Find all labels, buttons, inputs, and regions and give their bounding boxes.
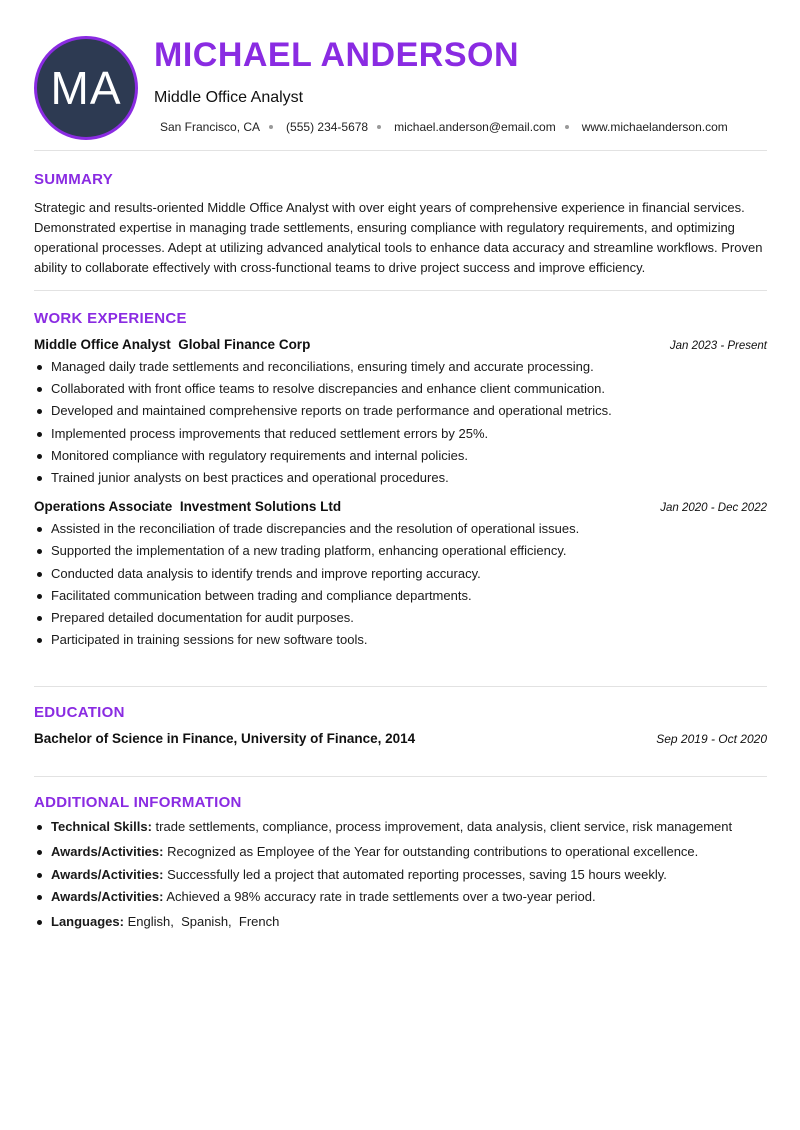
item-label: Awards/Activities: — [51, 888, 164, 904]
section-heading-additional-information: ADDITIONAL INFORMATION — [34, 794, 242, 811]
list-item: Managed daily trade settlements and reconciliations, ensuring timely and accurate processing. — [51, 356, 767, 378]
list-item: Implemented process improvements that reduced settlement errors by 25%. — [51, 423, 767, 445]
list-item: Participated in training sessions for new software tools. — [51, 629, 767, 651]
section-heading-summary: SUMMARY — [34, 171, 114, 188]
item-label: Awards/Activities: — [51, 866, 164, 882]
candidate-name: MICHAEL ANDERSON — [154, 36, 520, 74]
item-text: trade settlements, compliance, process improvement, data analysis, client service, risk management — [155, 819, 733, 834]
list-item: Collaborated with front office teams to resolve discrepancies and enhance client communication. — [51, 378, 767, 400]
work-experience-section — [34, 291, 767, 687]
item-text: Recognized as Employee of the Year for outstanding contributions to operational excellence. — [167, 844, 699, 860]
contact-phone: (555) 234-5678 — [286, 120, 369, 134]
job-bullet-list — [34, 356, 767, 489]
list-item: Prepared detailed documentation for audit purposes. — [51, 607, 767, 629]
list-item: Facilitated communication between trading and compliance departments. — [51, 585, 767, 607]
item-label: Languages: — [51, 914, 124, 930]
item-label: Technical Skills: — [51, 819, 152, 834]
separator-dot-icon — [269, 125, 273, 129]
list-item — [51, 886, 767, 908]
item-text: English, Spanish, French — [127, 914, 280, 930]
section-heading-work-experience: WORK EXPERIENCE — [34, 310, 187, 327]
education-section — [34, 687, 767, 777]
contact-location: San Francisco, CA — [160, 120, 261, 134]
job-dates: Jan 2020 - Dec 2022 — [660, 502, 767, 515]
resume-page — [34, 0, 767, 933]
list-item — [51, 816, 767, 838]
separator-dot-icon — [565, 125, 569, 129]
job-entry — [34, 499, 767, 651]
job-dates: Jan 2023 - Present — [669, 340, 767, 352]
avatar: MA — [34, 36, 138, 140]
list-item — [51, 864, 767, 886]
list-item: Conducted data analysis to identify trends and improve reporting accuracy. — [51, 563, 767, 585]
job-header — [34, 499, 767, 514]
contact-email[interactable]: michael.anderson@email.com — [394, 120, 556, 134]
job-role: Middle Office Analyst — [34, 337, 171, 352]
item-text: Achieved a 98% accuracy rate in trade settlements over a two-year period. — [166, 888, 596, 904]
contact-info — [160, 120, 728, 134]
list-item: Assisted in the reconciliation of trade discrepancies and the resolution of operational issues. — [51, 518, 767, 540]
list-item — [51, 911, 767, 933]
job-bullet-list — [34, 518, 767, 651]
summary-section — [34, 151, 767, 291]
job-header — [34, 337, 767, 352]
job-role: Operations Associate — [34, 499, 173, 515]
job-role-company — [34, 337, 310, 352]
additional-information-section — [34, 777, 767, 933]
resume-header — [34, 0, 767, 151]
education-entry — [34, 731, 767, 746]
list-item: Trained junior analysts on best practices and operational procedures. — [51, 467, 767, 489]
list-item: Monitored compliance with regulatory requirements and internal policies. — [51, 445, 767, 467]
list-item — [51, 841, 767, 863]
summary-text: Strategic and results-oriented Middle Office Analyst with over eight years of comprehensive experience in financial services. Demonstrated expertise in managing trade settlements, ensuring compliance with regulatory requirements, and optimizing operational processes. Adept at utilizing advanced analytical tools to enhance data accuracy and streamline workflows. Proven ability to collaborate effectively with cross-functional teams to drive project success and improve efficiency. — [34, 200, 763, 275]
section-heading-education: EDUCATION — [34, 704, 125, 721]
list-item: Supported the implementation of a new trading platform, enhancing operational efficiency. — [51, 540, 767, 562]
item-text: Successfully led a project that automated reporting processes, saving 15 hours weekly. — [167, 866, 667, 882]
additional-info-list — [34, 816, 767, 933]
separator-dot-icon — [377, 125, 381, 129]
education-degree: Bachelor of Science in Finance, University of Finance, 2014 — [34, 731, 416, 746]
education-dates: Sep 2019 - Oct 2020 — [656, 732, 767, 746]
job-role-company — [34, 499, 341, 514]
job-entry — [34, 337, 767, 489]
job-company: Investment Solutions Ltd — [179, 499, 342, 515]
list-item: Developed and maintained comprehensive reports on trade performance and operational metrics. — [51, 400, 767, 422]
item-label: Awards/Activities: — [51, 844, 164, 860]
job-company: Global Finance Corp — [178, 337, 311, 352]
contact-website[interactable]: www.michaelanderson.com — [581, 120, 728, 134]
candidate-title: Middle Office Analyst — [154, 89, 304, 106]
